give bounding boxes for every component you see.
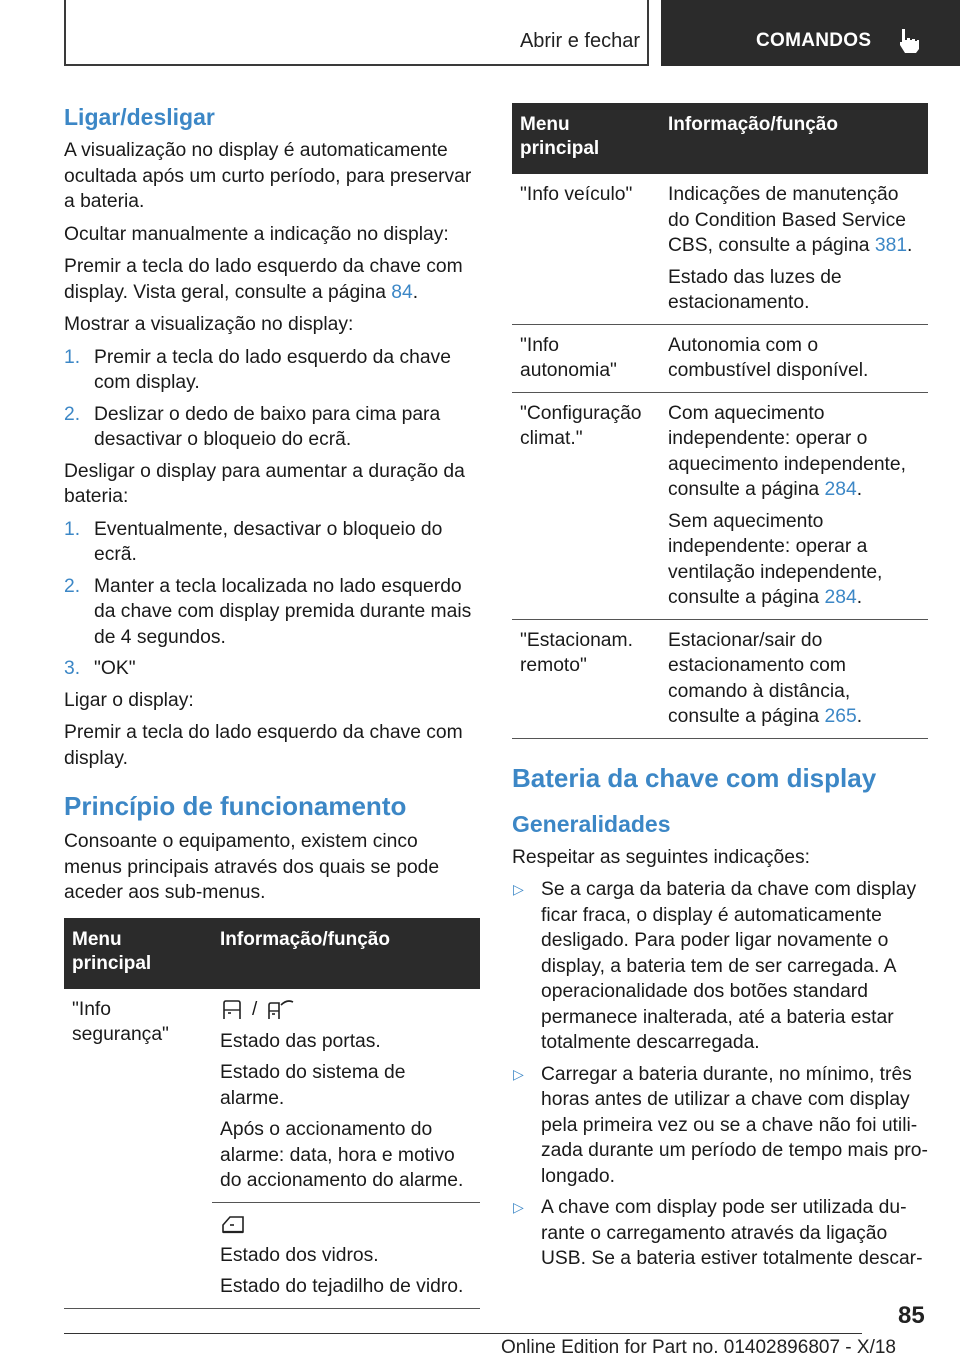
list-item: 2. Deslizar o dedo de baixo para cima para desactivar o bloqueio do ecrã. <box>64 403 441 450</box>
chapter-title: COMANDOS <box>756 30 872 51</box>
right-column <box>512 103 928 1278</box>
table-row <box>512 324 928 392</box>
left-column <box>64 100 480 1309</box>
list-item: ▷ A chave com display pode ser utilizada durante o carregamento através da ligação USB. Se a bateria estiver totalmente descar- <box>513 1197 923 1269</box>
section-title: Abrir e fechar <box>519 30 640 52</box>
table-cell: Estacionar/sair do estacionamento com comando à distância, consulte a página 265. <box>660 619 928 738</box>
heading-bateria: Bateria da chave com display <box>512 762 877 793</box>
menu-table <box>64 918 480 1309</box>
numbered-list <box>64 517 480 682</box>
table-cell: "Info veículo" <box>512 174 660 324</box>
table-header: Informação/função <box>212 918 480 989</box>
numbered-list <box>64 345 480 453</box>
table-row <box>64 989 480 1203</box>
paragraph: Ligar o display: <box>64 689 194 711</box>
table-row <box>512 174 928 324</box>
list-item: 3. "OK" <box>64 658 136 679</box>
list-item: 2. Manter a tecla localizada no lado esquerdo da chave com display premida durante mais de 4 segundos. <box>64 575 472 648</box>
heading-generalidades: Generalidades <box>512 810 671 837</box>
paragraph: Premir a tecla do lado esquerdo da chave com display. <box>64 722 463 769</box>
footer-divider <box>64 1333 862 1334</box>
list-item: ▷ Carregar a bateria durante, no mínimo, três horas antes de utilizar a chave com display pela primeira vez ou se a chave não foi utilizada durante um período de tempo mais prolongado. <box>513 1063 928 1187</box>
table-header: Informação/função <box>660 103 928 174</box>
table-cell: "Configuração climat." <box>512 392 660 619</box>
paragraph: Ocultar manualmente a indicação no display: <box>64 223 449 245</box>
bullet-list <box>512 877 928 1272</box>
table-cell: Com aquecimento independente: operar o aquecimento independente, consulte a página 284. Sem aquecimento independente: operar a ventilação independente, consulte a página 284. <box>660 392 928 619</box>
table-row <box>512 619 928 738</box>
heading-ligar-desligar: Ligar/desligar <box>64 104 215 130</box>
page-link[interactable]: 284 <box>824 587 857 608</box>
table-cell: Indicações de manutenção do Condition Based Service CBS, consulte a página 381. Estado das luzes de estacionamento. <box>660 174 928 324</box>
heading-principio: Princípio de funcionamento <box>64 791 407 821</box>
edition-note: Online Edition for Part no. 01402896807 - X/18 <box>500 1337 896 1358</box>
triangle-bullet-icon: ▷ <box>513 881 524 897</box>
paragraph: A visualização no display é automaticamente ocultada após um curto período, para preservar a bateria. <box>64 140 472 212</box>
table-cell: / Estado das portas. Estado do sistema de alarme. Após o accionamento do alarme: data, hora e motivo do accionamento do alarme. <box>212 989 480 1203</box>
table-cell: "Info segurança" <box>72 998 169 1045</box>
table-cell: Estado dos vidros. Estado do tejadilho de vidro. <box>212 1202 480 1308</box>
page-number: 85 <box>898 1302 925 1329</box>
triangle-bullet-icon: ▷ <box>513 1065 524 1082</box>
table-cell: "Estacionam. remoto" <box>512 619 660 738</box>
list-item: ▷ Se a carga da bateria da chave com display ficar fraca, o display é automaticamente desligado. Para poder ligar novamente o display, a bateria tem de ser carregada. A operacionalidade dos botões standard permanece inalterada, até a bateria estar totalmente descarregada. <box>513 879 917 1053</box>
paragraph: Premir a tecla do lado esquerdo da chave com display. Vista geral, consulte a página 84. <box>64 256 463 303</box>
paragraph: Desligar o display para aumentar a duração da bateria: <box>64 460 465 507</box>
table-header: Menu principal <box>512 103 660 174</box>
list-item: 1. Premir a tecla do lado esquerdo da chave com display. <box>64 346 451 393</box>
paragraph: Respeitar as seguintes indicações: <box>512 846 810 868</box>
paragraph: Mostrar a visualização no display: <box>64 314 354 335</box>
table-cell: "Info autonomia" <box>512 324 660 392</box>
page-link[interactable]: 284 <box>824 479 857 500</box>
chapter-tab <box>661 0 960 66</box>
page-link[interactable]: 381 <box>874 235 908 256</box>
list-item: 1. Eventualmente, desactivar o bloqueio do ecrã. <box>64 518 443 565</box>
table-cell: Autonomia com o combustível disponível. <box>660 324 928 392</box>
window-icon <box>220 1213 246 1235</box>
table-header: Menu principal <box>64 918 212 989</box>
table-cell <box>64 1202 212 1308</box>
page-link[interactable]: 265 <box>824 706 857 727</box>
table-row <box>64 1202 480 1308</box>
pointing-hand-icon <box>897 28 921 54</box>
triangle-bullet-icon: ▷ <box>513 1199 524 1215</box>
paragraph: Consoante o equipamento, existem cinco menus principais através dos quais se pode aceder aos sub-menus. <box>64 831 440 903</box>
page-link[interactable]: 84 <box>391 281 413 303</box>
door-open-icon <box>265 999 295 1021</box>
menu-table-continued <box>512 103 928 739</box>
door-closed-icon <box>220 999 244 1021</box>
table-row <box>512 392 928 619</box>
